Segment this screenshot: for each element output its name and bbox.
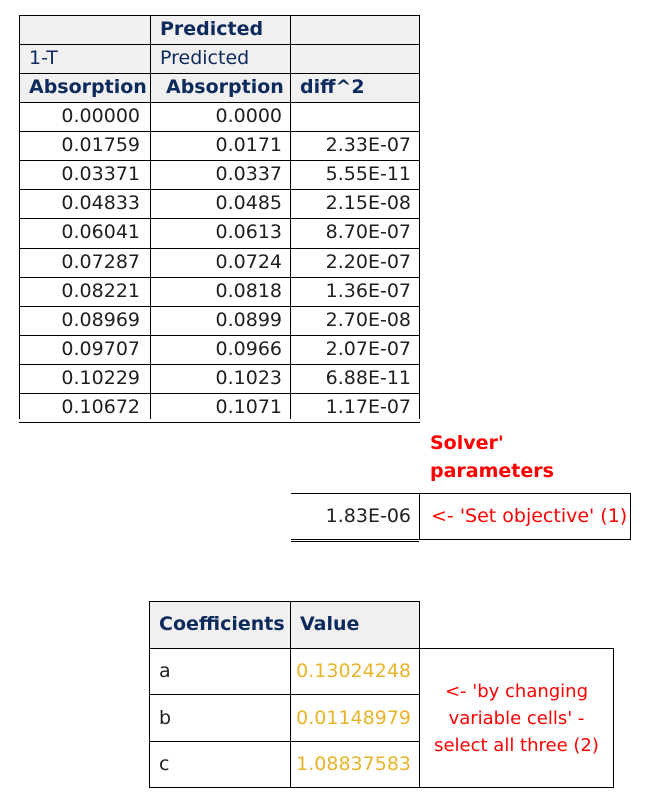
table-cell[interactable]: 1.17E-07: [325, 396, 411, 419]
coef-name-c: c: [159, 753, 170, 775]
solver-title-line1: Solver': [430, 432, 504, 454]
row-divider: [19, 306, 420, 307]
coef-header-name: Coefficients: [159, 613, 285, 635]
table-cell[interactable]: 0.0966: [215, 337, 282, 360]
coef-name-b: b: [159, 707, 172, 729]
table-cell[interactable]: 0.01759: [61, 134, 140, 157]
coef-note-line2: variable cells' -: [448, 707, 585, 729]
coef-value-c[interactable]: 1.08837583: [296, 753, 411, 775]
table-cell[interactable]: 0.06041: [61, 221, 140, 244]
table-cell[interactable]: 6.88E-11: [325, 366, 411, 389]
table-cell[interactable]: 1.36E-07: [325, 279, 411, 302]
table-cell[interactable]: [290, 102, 419, 131]
coef-header-value: Value: [300, 613, 360, 635]
table-cell[interactable]: 0.0485: [215, 192, 282, 215]
table-cell[interactable]: 0.07287: [61, 250, 140, 273]
table-cell[interactable]: 0.08969: [61, 308, 140, 331]
table-cell[interactable]: 0.1071: [215, 396, 282, 419]
table-cell[interactable]: 0.03371: [61, 163, 140, 186]
coef-note-line1: <- 'by changing: [444, 680, 589, 702]
header-predicted-2: Predicted: [160, 47, 250, 69]
table-cell[interactable]: 2.15E-08: [325, 192, 411, 215]
row-divider: [19, 131, 420, 132]
table-cell[interactable]: 0.1023: [215, 366, 282, 389]
coef-name-a: a: [159, 660, 171, 682]
objective-cell[interactable]: 1.83E-06: [325, 505, 411, 527]
row-divider: [19, 364, 420, 365]
table-cell[interactable]: 2.20E-07: [325, 250, 411, 273]
table-cell[interactable]: 0.10672: [61, 396, 140, 419]
table-cell[interactable]: 2.33E-07: [325, 134, 411, 157]
coef-note-line3: select all three (2): [434, 734, 599, 756]
table-cell[interactable]: 8.70E-07: [325, 221, 411, 244]
header-diff2: diff^2: [300, 76, 365, 98]
table-cell[interactable]: 0.0818: [215, 279, 282, 302]
row-divider: [19, 248, 420, 249]
header-absorption-1: Absorption: [29, 76, 147, 98]
table-cell[interactable]: 0.0899: [215, 308, 282, 331]
row-divider: [19, 393, 420, 394]
row-divider: [19, 189, 420, 190]
table-cell[interactable]: 5.55E-11: [325, 163, 411, 186]
table-cell[interactable]: 0.0000: [215, 105, 282, 128]
table-cell[interactable]: 2.70E-08: [325, 308, 411, 331]
table-cell[interactable]: 0.0613: [215, 221, 282, 244]
solver-title-line2: parameters: [430, 460, 554, 482]
table-cell[interactable]: 0.10229: [61, 366, 140, 389]
row-divider: [19, 335, 420, 336]
table-cell[interactable]: 2.07E-07: [325, 337, 411, 360]
header-absorption-2: Absorption: [166, 76, 284, 98]
objective-note: <- 'Set objective' (1): [431, 505, 628, 527]
header-1-t: 1-T: [29, 47, 58, 69]
coef-value-b[interactable]: 0.01148979: [296, 707, 411, 729]
row-divider: [19, 160, 420, 161]
table-cell[interactable]: 0.00000: [61, 105, 140, 128]
table-cell[interactable]: 0.09707: [61, 337, 140, 360]
header-predicted-1: Predicted: [160, 18, 264, 40]
table-cell[interactable]: 0.0724: [215, 250, 282, 273]
table-cell[interactable]: 0.08221: [61, 279, 140, 302]
row-divider: [19, 277, 420, 278]
coef-note: [420, 648, 613, 788]
table-cell[interactable]: 0.04833: [61, 192, 140, 215]
table-cell[interactable]: 0.0171: [215, 134, 282, 157]
table-cell[interactable]: 0.0337: [215, 163, 282, 186]
row-divider: [19, 218, 420, 219]
row-divider: [19, 422, 420, 423]
coef-value-a[interactable]: 0.13024248: [296, 660, 411, 682]
